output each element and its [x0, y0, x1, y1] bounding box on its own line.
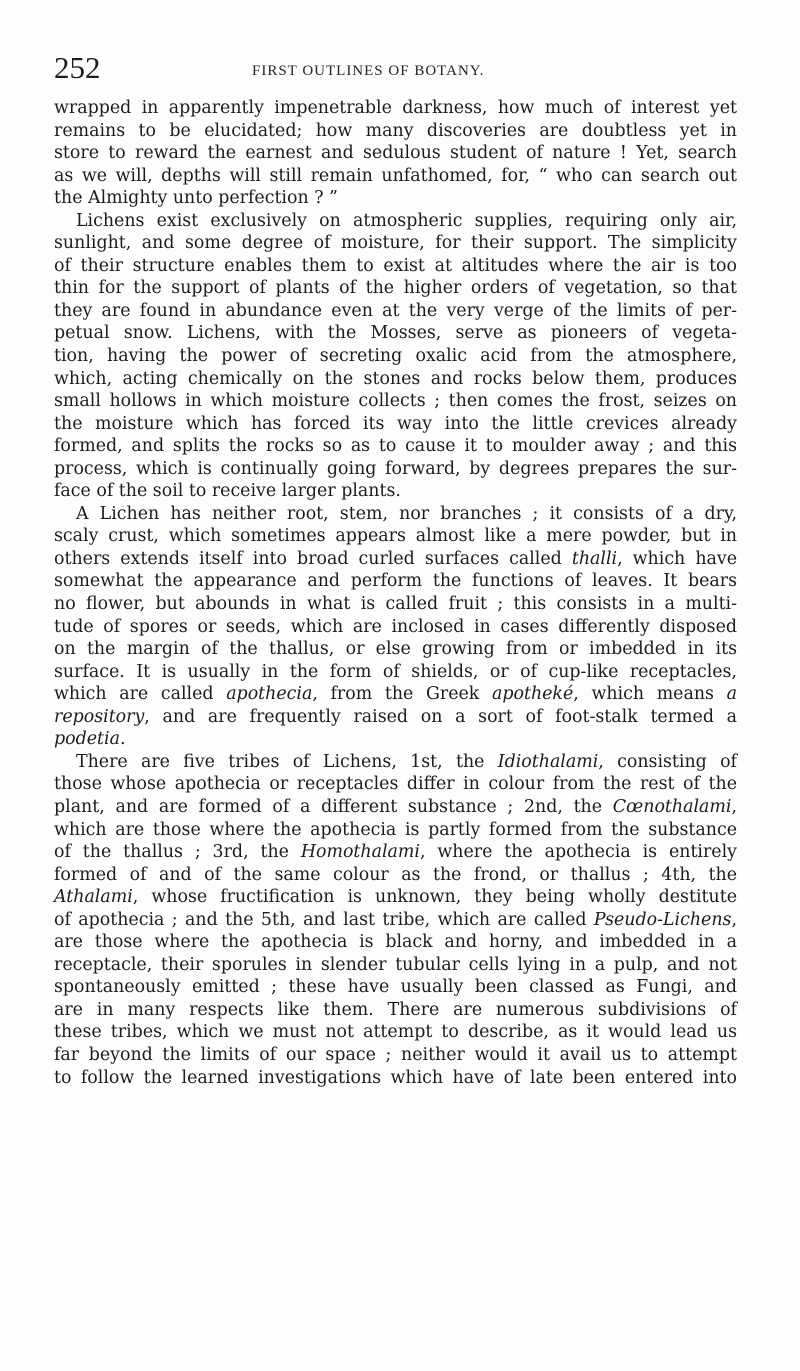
text-run: those whose apothecia or receptacles differ in colour from the rest of the: [54, 774, 737, 795]
text-line: [54, 548, 737, 571]
text-run: scaly crust, which sometimes appears almost like a mere powder, but in: [54, 526, 737, 547]
text-line: [54, 931, 737, 954]
italic-term: podetia: [54, 729, 120, 750]
text-run: There are five tribes of Lichens, 1st, the: [76, 751, 498, 772]
text-run: these tribes, which we must not attempt to describe, as it would lead us: [54, 1022, 737, 1043]
running-head: [54, 48, 714, 88]
text-run: receptacle, their sporules in slender tubular cells lying in a pulp, and not: [54, 954, 737, 975]
text-line: [54, 525, 737, 548]
text-run: of apothecia ; and the 5th, and last tribe, which are called: [54, 909, 594, 930]
text-run: of the thallus ; 3rd, the: [54, 842, 301, 863]
text-run: are in many respects like them. There are numerous subdivisions of: [54, 999, 737, 1020]
text-line: [54, 976, 737, 999]
italic-term: Pseudo-Lichens: [593, 909, 732, 930]
text-line: [54, 165, 737, 188]
text-line: [54, 142, 737, 165]
text-run: others extends itself into broad curled surfaces called: [54, 548, 572, 569]
text-run: no flower, but abounds in what is called fruit ; this consists in a multi-: [54, 594, 737, 615]
text-line: [54, 345, 737, 368]
text-line: [54, 1067, 737, 1090]
text-run: , from the Greek: [312, 684, 492, 705]
text-line: [54, 368, 737, 391]
text-line: [54, 773, 737, 796]
italic-term: repository: [54, 706, 145, 727]
text-run: remains to be elucidated; how many discoveries are doubtless yet in: [54, 120, 737, 141]
text-line: [54, 1044, 737, 1067]
text-run: spontaneously emitted ; these have usually been classed as Fungi, and: [54, 977, 737, 998]
text-run: petual snow. Lichens, with the Mosses, serve as pioneers of vegeta-: [54, 323, 737, 344]
text-line: [54, 819, 737, 842]
text-line: [54, 796, 737, 819]
text-line: [54, 255, 737, 278]
italic-term: Idiothalami: [497, 751, 599, 772]
italic-term: a: [726, 684, 737, 705]
text-run: the Almighty unto perfection ? ”: [54, 188, 338, 209]
text-run: ,: [731, 796, 737, 817]
text-run: they are found in abundance even at the very verge of the limits of per-: [54, 300, 737, 321]
text-line: [54, 480, 737, 503]
text-run: ,: [731, 909, 737, 930]
text-line: [54, 909, 737, 932]
italic-term: thalli: [571, 548, 618, 569]
text-run: on the margin of the thallus, or else growing from or imbedded in its: [54, 639, 737, 660]
page-number: 252: [54, 50, 101, 85]
text-run: far beyond the limits of our space ; neither would it avail us to attempt: [54, 1044, 737, 1065]
text-line: [54, 616, 737, 639]
text-line: [54, 232, 737, 255]
text-line: [54, 886, 737, 909]
text-line: [54, 999, 737, 1022]
italic-term: apotheké: [491, 684, 574, 705]
text-run: A Lichen has neither root, stem, nor branches ; it consists of a dry,: [76, 503, 737, 524]
italic-term: apothecia: [226, 684, 313, 705]
text-run: .: [119, 729, 126, 750]
text-line: [54, 751, 737, 774]
text-run: tion, having the power of secreting oxalic acid from the atmosphere,: [54, 346, 737, 367]
text-line: [54, 458, 737, 481]
text-run: are those where the apothecia is black and horny, and imbedded in a: [54, 932, 737, 953]
text-run: sunlight, and some degree of moisture, for their support. The simplicity: [54, 233, 737, 254]
text-line: [54, 210, 737, 233]
text-run: formed, and splits the rocks so as to cause it to moulder away ; and this: [54, 436, 737, 457]
text-line: [54, 728, 737, 751]
text-run: which are those where the apothecia is partly formed from the substance: [54, 819, 737, 840]
italic-term: Athalami: [54, 887, 133, 908]
text-line: [54, 187, 737, 210]
text-run: formed of and of the same colour as the frond, or thallus ; 4th, the: [54, 864, 737, 885]
italic-term: Cœnothalami: [612, 796, 732, 817]
italic-term: Homothalami: [300, 842, 420, 863]
text-run: somewhat the appearance and perform the functions of leaves. It bears: [54, 571, 737, 592]
text-run: tude of spores or seeds, which are inclosed in cases differently disposed: [54, 616, 737, 637]
text-run: wrapped in apparently impenetrable darkness, how much of interest yet: [54, 98, 737, 118]
text-line: [54, 322, 737, 345]
text-line: [54, 706, 737, 729]
text-line: [54, 661, 737, 684]
text-line: [54, 864, 737, 887]
text-line: [54, 954, 737, 977]
text-run: to follow the learned investigations which have of late been entered into: [54, 1067, 737, 1088]
running-title: FIRST OUTLINES OF BOTANY.: [252, 63, 485, 79]
text-run: plant, and are formed of a different substance ; 2nd, the: [54, 796, 613, 817]
text-line: [54, 435, 737, 458]
text-run: process, which is continually going forward, by degrees prepares the sur-: [54, 458, 737, 479]
text-run: surface. It is usually in the form of shields, or of cup-like receptacles,: [54, 661, 737, 682]
text-line: [54, 1021, 737, 1044]
text-run: small hollows in which moisture collects ; then comes the frost, seizes on: [54, 391, 737, 412]
text-run: the moisture which has forced its way into the little crevices already: [54, 413, 737, 434]
text-run: of their structure enables them to exist at altitudes where the air is too: [54, 255, 737, 276]
text-line: [54, 413, 737, 436]
text-run: which, acting chemically on the stones and rocks below them, produces: [54, 368, 737, 389]
text-line: [54, 570, 737, 593]
text-run: Lichens exist exclusively on atmospheric supplies, requiring only air,: [76, 210, 737, 231]
text-run: , and are frequently raised on a sort of foot-stalk termed a: [144, 706, 737, 727]
text-run: thin for the support of plants of the higher orders of vegetation, so that: [54, 278, 737, 299]
text-line: [54, 97, 737, 120]
body-text: [54, 97, 737, 1089]
text-run: , whose fructification is unknown, they being wholly destitute: [132, 887, 737, 908]
text-line: [54, 300, 737, 323]
text-line: [54, 390, 737, 413]
text-run: face of the soil to receive larger plants.: [54, 481, 401, 502]
text-run: , consisting of: [598, 751, 737, 772]
text-run: store to reward the earnest and sedulous student of nature ! Yet, search: [54, 143, 737, 164]
text-run: which are called: [54, 684, 227, 705]
text-run: , which have: [617, 548, 738, 569]
text-line: [54, 683, 737, 706]
text-line: [54, 120, 737, 143]
text-line: [54, 593, 737, 616]
text-line: [54, 638, 737, 661]
text-line: [54, 503, 737, 526]
text-run: , where the apothecia is entirely: [419, 842, 737, 863]
text-line: [54, 277, 737, 300]
text-line: [54, 841, 737, 864]
text-run: , which means: [573, 684, 727, 705]
text-run: as we will, depths will still remain unfathomed, for, “ who can search out: [54, 165, 737, 186]
